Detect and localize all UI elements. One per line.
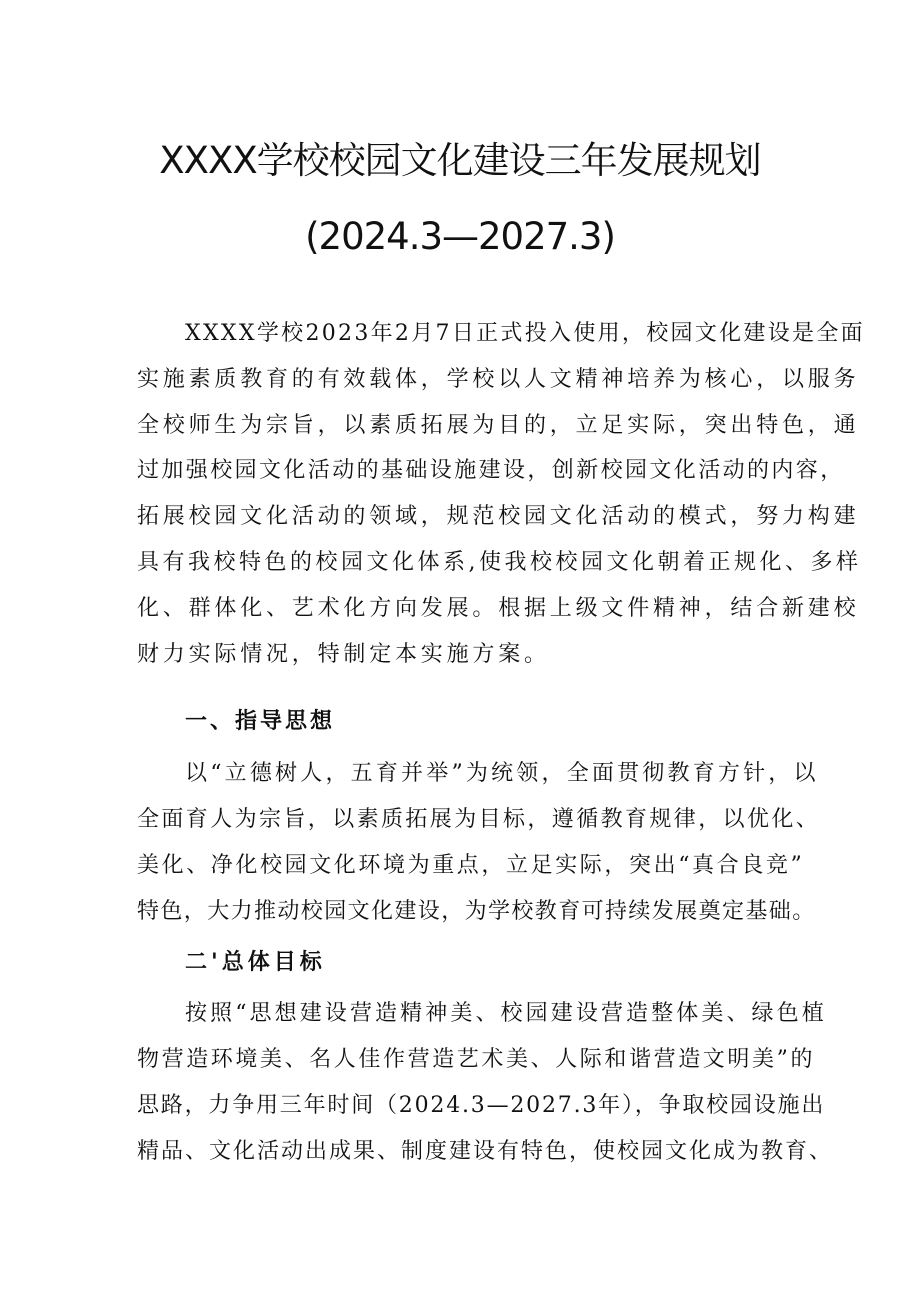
document-subtitle: (2024.3—2027.3) [305,215,615,258]
section2-line: 思路，力争用三年时间（2024.3—2027.3年），争取校园设施出 [137,1093,826,1118]
intro-line: XXXX学校2023年2月7日正式投入使用，校园文化建设是全面 [185,321,865,346]
section2-line: 精品、文化活动出成果、制度建设有特色，使校园文化成为教育、 [137,1139,834,1164]
section1-line: 全面育人为宗旨，以素质拓展为目标，遵循教育规律，以优化、 [137,807,821,832]
intro-line: 拓展校园文化活动的领域，规范校园文化活动的模式，努力构建 [137,504,860,529]
intro-line: 全校师生为宗旨，以素质拓展为目的，立足实际，突出特色，通 [137,413,860,438]
section1-line: 以“立德树人，五育并举”为统领，全面贯彻教育方针，以 [185,761,819,786]
intro-line: 化、群体化、艺术化方向发展。根据上级文件精神，结合新建校 [137,596,860,621]
section-heading-guiding-ideology: 一、指导思想 [185,709,336,734]
document-title: XXXX学校校园文化建设三年发展规划 [159,139,761,182]
section1-line: 特色，大力推动校园文化建设，为学校教育可持续发展奠定基础。 [137,899,816,924]
intro-line: 过加强校园文化活动的基础设施建设，创新校园文化活动的内容， [137,458,845,483]
section2-line: 物营造环境美、名人佳作营造艺术美、人际和谐营造文明美”的 [137,1047,816,1072]
section2-line: 按照“思想建设营造精神美、校园建设营造整体美、绿色植 [185,1001,827,1026]
intro-line: 具有我校特色的校园文化体系,使我校校园文化朝着正规化、多样 [137,550,862,575]
section-heading-overall-goals: 二'总体目标 [185,950,326,975]
intro-line: 财力实际情况，特制定本实施方案。 [137,642,550,667]
intro-line: 实施素质教育的有效载体，学校以人文精神培养为核心，以服务 [137,367,860,392]
section1-line: 美化、净化校园文化环境为重点，立足实际，突出“真合良竞” [137,853,805,878]
